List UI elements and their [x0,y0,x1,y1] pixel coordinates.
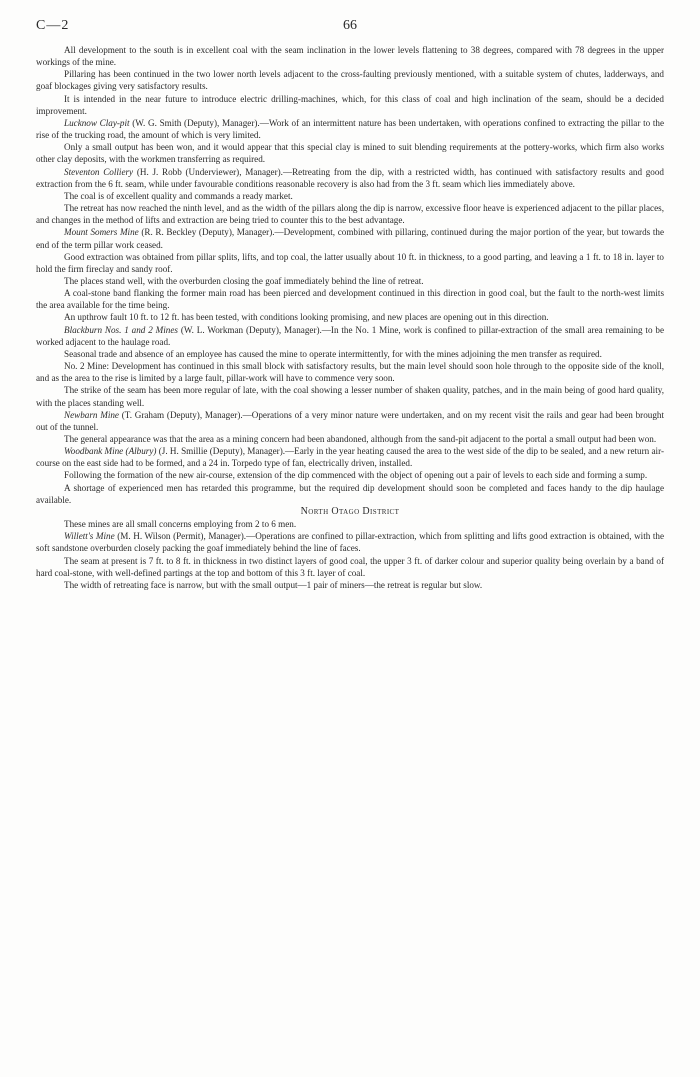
paragraph: The strike of the seam has been more regular of late, with the coal showing a lesser number of shaken quality, patches, and in the main being of good hard quality, with the places standing well. [36,385,664,408]
section-code: C—2 [36,18,70,33]
paragraph: These mines are all small concerns employing from 2 to 6 men. [64,519,297,530]
district-heading: North Otago District [300,505,400,517]
paragraph [36,409,664,433]
mine-name: Woodbank Mine (Albury) [64,446,157,457]
paragraph-text: (R. R. Beckley (Deputy), Manager).—Development, combined with pillaring, continued during the major portion of the year, but towards the end of the term pillar work ceased. [36,227,664,250]
paragraph [36,530,664,554]
paragraph: The general appearance was that the area as a mining concern had been abandoned, although from the sand-pit adjacent to the portal a small output had been won. [64,434,657,444]
paragraph: An upthrow fault 10 ft. to 12 ft. has been tested, with conditions looking promising, and new places are opening out in this direction. [64,312,549,323]
paragraph: The coal is of excellent quality and commands a ready market. [64,190,293,201]
paragraph [36,166,664,190]
paragraph-text: (T. Graham (Deputy), Manager).—Operations of a very minor nature were undertaken, and on my recent visit the rails and gear had been brought out of the tunnel. [36,409,664,432]
paragraph: Only a small output has been won, and it would appear that this special clay is mined to suit blending requirements at the pottery-works, which firm also works other clay deposits, with the workmen transferring as required. [36,142,664,165]
paragraph: No. 2 Mine: Development has continued in this small block with satisfactory results, but the main level should soon hole through to the opposite side of the knoll, and as the area to the rise is limited by a large fault, pillar-work will have to commence very soon. [36,361,664,384]
paragraph [36,324,664,348]
mine-name: Blackburn Nos. 1 and 2 Mines [64,324,178,335]
paragraph-block [36,44,664,506]
paragraph: A shortage of experienced men has retarded this programme, but the required dip development should soon be completed and faces handy to the dip haulage available. [36,482,664,505]
mine-name: Newbarn Mine [64,409,119,420]
mine-name: Steventon Colliery [64,166,134,177]
paragraph-text: (M. H. Wilson (Permit), Manager).—Operations are confined to pillar-extraction, which from splitting and lifts good extraction is obtained, with the soft sandstone overburden closely packing the goaf immediately behind the line of faces. [36,531,665,554]
paragraph-text: (W. L. Workman (Deputy), Manager).—In the No. 1 Mine, work is confined to pillar-extraction of the small area remaining to be worked adjacent to the haulage road. [36,324,664,347]
paragraph [36,445,664,469]
body-text [36,44,664,591]
paragraph: The places stand well, with the overburden closing the goaf immediately behind the line of retreat. [64,275,424,286]
paragraph: Pillaring has been continued in the two lower north levels adjacent to the cross-faulting previously mentioned, with a suitable system of chutes, ladderways, and goaf blockages giving very satisfactory results. [36,69,664,92]
paragraph [36,117,664,141]
paragraph-text: (W. G. Smith (Deputy), Manager).—Work of an intermittent nature has been undertaken, with operations confined to extracting the pillar to the rise of the trucking road, the amount of which is very limited. [36,117,664,141]
paragraph-text: (J. H. Smillie (Deputy), Manager).—Early in the year heating caused the area to the west side of the dip to be sealed, and a new return air-course on the east side had to be formed, and a 24 in. Torpedo type of fan, electrically driven, installed. [36,446,664,469]
paragraph: Seasonal trade and absence of an employee has caused the mine to operate intermittently, for with the mines adjoining the men transfer as required. [64,348,602,359]
paragraph: The seam at present is 7 ft. to 8 ft. in thickness in two distinct layers of good coal, the upper 3 ft. of darker colour and superior quality being overlain by a band of hard coal-stone, with well-defined partings at the top and bottom of this 3 ft. layer of coal. [36,555,664,578]
mine-name: Willett's Mine [64,531,115,542]
paragraph [36,226,664,250]
paragraph: All development to the south is in excellent coal with the seam inclination in the lower levels flattening to 38 degrees, compared with 78 degrees in the upper workings of the mine. [36,45,664,68]
paragraph-text: (H. J. Robb (Underviewer), Manager).—Retreating from the dip, with a restricted width, has continued with satisfactory results and good extraction from the 6 ft. seam, while under favourable conditions reasonable recovery is also had from the 3 ft. seam which lies immediately above. [36,166,664,189]
mine-name: Mount Somers Mine [64,227,139,238]
paragraph: A coal-stone band flanking the former main road has been pierced and development continued in this direction in good coal, but the fault to the north-west limits the area available for the time being. [36,288,664,311]
paragraph: The retreat has now reached the ninth level, and as the width of the pillars along the dip is narrow, excessive floor heave is experienced adjacent to the pillar places, and changes in the method of lifts and extraction are being tried to counter this to the best advantage. [36,203,664,226]
paragraph: Following the formation of the new air-course, extension of the dip commenced with the object of opening out a pair of levels to each side and forming a sump. [64,470,648,481]
paragraph: It is intended in the near future to introduce electric drilling-machines, which, for this class of coal and high inclination of the seam, should be a decided improvement. [36,93,664,116]
mine-name: Lucknow Clay-pit [64,117,130,128]
paragraph: Good extraction was obtained from pillar splits, lifts, and top coal, the latter usually about 10 ft. in thickness, to a good parting, and leaving a 1 ft. to 18 in. layer to hold the firm fireclay and sandy roof. [36,251,664,274]
page-number: 66 [343,18,357,33]
paragraph: The width of retreating face is narrow, but with the small output—1 pair of miners—the retreat is regular but slow. [64,579,483,590]
page-header [36,18,664,38]
district-paragraph-block [36,518,664,591]
